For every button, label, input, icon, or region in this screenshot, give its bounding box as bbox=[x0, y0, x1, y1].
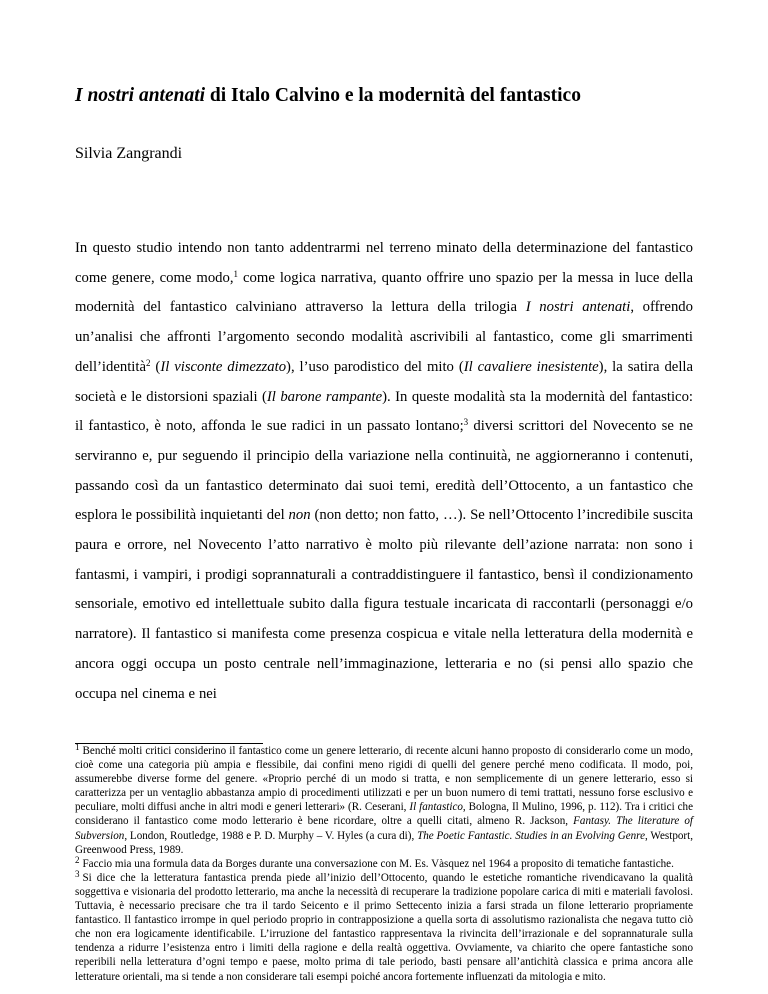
title-rest: di Italo Calvino e la modernità del fantastico bbox=[205, 85, 581, 106]
footnote-1: $^1$ Benché molti critici considerino il fantastico come un genere letterario, di recente alcuni hanno proposto di considerarlo come un modo, cioè come una categoria più ampia e flessibile, dai confini meno rigidi di quelli del genere perché meno codificata. Il modo, poi, assumerebbe diverse forme del genere. «Proprio perché di un modo si tratta, e non semplicemente di un genere letterario, esso si caratterizza per un ventaglio abbastanza ampio di procedimenti utilizzati e per un buon numero di temi trattati, nessuno forse esclusivo e peculiare, molti diffusi anche in altri modi e generi letterari» (R. Ceserani, Il fantastico, Bologna, Il Mulino, 1996, p. 112). Tra i critici che considerano il fantastico come modo letterario è bene ricordare, oltre a quelli citati, almeno R. Jackson, Fantasy. The literature of Subversion, London, Routledge, 1988 e P. D. Murphy – V. Hyles (a cura di), The Poetic Fantastic. Studies in an Evolving Genre, Westport, Greenwood Press, 1989. bbox=[75, 742, 693, 856]
cited-title: Il fantastico bbox=[409, 801, 463, 814]
book-title: I nostri antenati bbox=[525, 299, 631, 316]
cited-title: The Poetic Fantastic. Studies in an Evolving Genre bbox=[417, 829, 646, 842]
footnote-3: $^3$ Si dice che la letteratura fantastica prenda piede all’inizio dell’Ottocento, quando le estetiche romantiche rivendicavano la qualità soggettiva e visionaria del prodotto letterario, ma anche la necessità di recuperare la tradizione popolare carica di miti e materiali favolosi. Tuttavia, è necessario precisare che tra il tardo Seicento e il primo Settecento inizia a farsi strada un filone letterario propriamente fantastico. Il fantastico irrompe in quel periodo proprio in contrapposizione a quella sorta di assolutismo razionalista che negava tutto ciò che non era logicamente identificabile. L’irruzione del fantastico rappresentava la rivincita dell’irrazionale e del soprannaturale sulla tendenza a ridurre l’esistenza entro i limiti della ragione e della realtà oggettiva. Ovviamente, va chiarito che opere fantastiche sono reperibili nella letteratura d’ogni tempo e paese, molto prima di tale periodo, basti pensare all’antichità classica e prima ancora alle letterature orientali, ma si tende a non considerare tali esempi poiché ancora fortemente influenzati da mitologia e mito. bbox=[75, 868, 693, 983]
book-title: Il barone rampante bbox=[266, 388, 383, 405]
emphasis: non bbox=[288, 507, 311, 524]
footnote-number: 2 bbox=[75, 854, 80, 865]
body-text: diversi scrittori del Novecento se ne serviranno e, pur seguendo il principio della variazione nella continuità, ne aggiorneranno i contenuti, passando così da un fantastico determinato dai suoi temi, eredità dell’Ottocento, a un fantastico che esplora le possibilità inquietanti del bbox=[75, 418, 693, 524]
body-text: (non detto; non fatto, …). Se nell’Ottocento l’incredibile suscita paura e orrore, nel Novecento l’atto narrativo è molto più rilevante dell’azione narrata: non sono i fantasmi, i vampiri, i prodigi soprannaturali a contraddistinguere il fantastico, bensì il condizionamento sensoriale, emotivo ed intellettuale subito dalla figura testuale incaricata di raccontarli (personaggi e/o narratore). Il fantastico si manifesta come presenza cospicua e vitale nella letteratura della modernità e ancora oggi occupa un posto centrale nell’immaginazione, letteraria e no (si pensi allo spazio che occupa nel cinema e nei bbox=[75, 507, 693, 702]
footnote-number: 3 bbox=[75, 868, 80, 879]
footnote-2: $^2$ Faccio mia una formula data da Borges durante una conversazione con M. Es. Vàsquez nel 1964 a proposito di tematiche fantastiche. bbox=[75, 854, 674, 870]
body-text: , offrendo un’analisi che affronti l’argomento secondo modalità ascrivibili al fantastico, come gli smarrimenti dell’identità bbox=[75, 299, 693, 375]
footnote-number: 1 bbox=[75, 742, 80, 752]
footnotes bbox=[75, 744, 693, 984]
author-name: Silvia Zangrandi bbox=[75, 145, 183, 162]
title-italic-part: I nostri antenati bbox=[75, 85, 206, 106]
footnote-ref-3[interactable]: 3 bbox=[463, 417, 469, 428]
body-text: ( bbox=[150, 358, 161, 375]
body-text: ), la satira della società e le distorsioni spaziali ( bbox=[75, 358, 694, 405]
body-paragraph bbox=[75, 234, 693, 709]
book-title: Il cavaliere inesistente bbox=[463, 358, 599, 375]
body-text: ), l’uso parodistico del mito ( bbox=[286, 358, 464, 375]
cited-title: Fantasy. The literature of Subversion bbox=[75, 815, 693, 842]
book-title: Il visconte dimezzato bbox=[160, 358, 287, 375]
body-text: ). In queste modalità sta la modernità del fantastico: il fantastico, è noto, affonda le sue radici in un passato lontano; bbox=[75, 388, 694, 435]
article-title bbox=[75, 83, 715, 109]
footnote-ref-1[interactable]: 1 bbox=[233, 268, 239, 279]
body-text: come logica narrativa, quanto offrire uno spazio per la messa in luce della modernità del fantastico calviniano attraverso la lettura della trilogia bbox=[75, 269, 693, 316]
footnote-ref-2[interactable]: 2 bbox=[145, 357, 151, 368]
body-text: In questo studio intendo non tanto addentrarmi nel terreno minato della determinazione del fantastico come genere, come modo, bbox=[75, 240, 693, 286]
